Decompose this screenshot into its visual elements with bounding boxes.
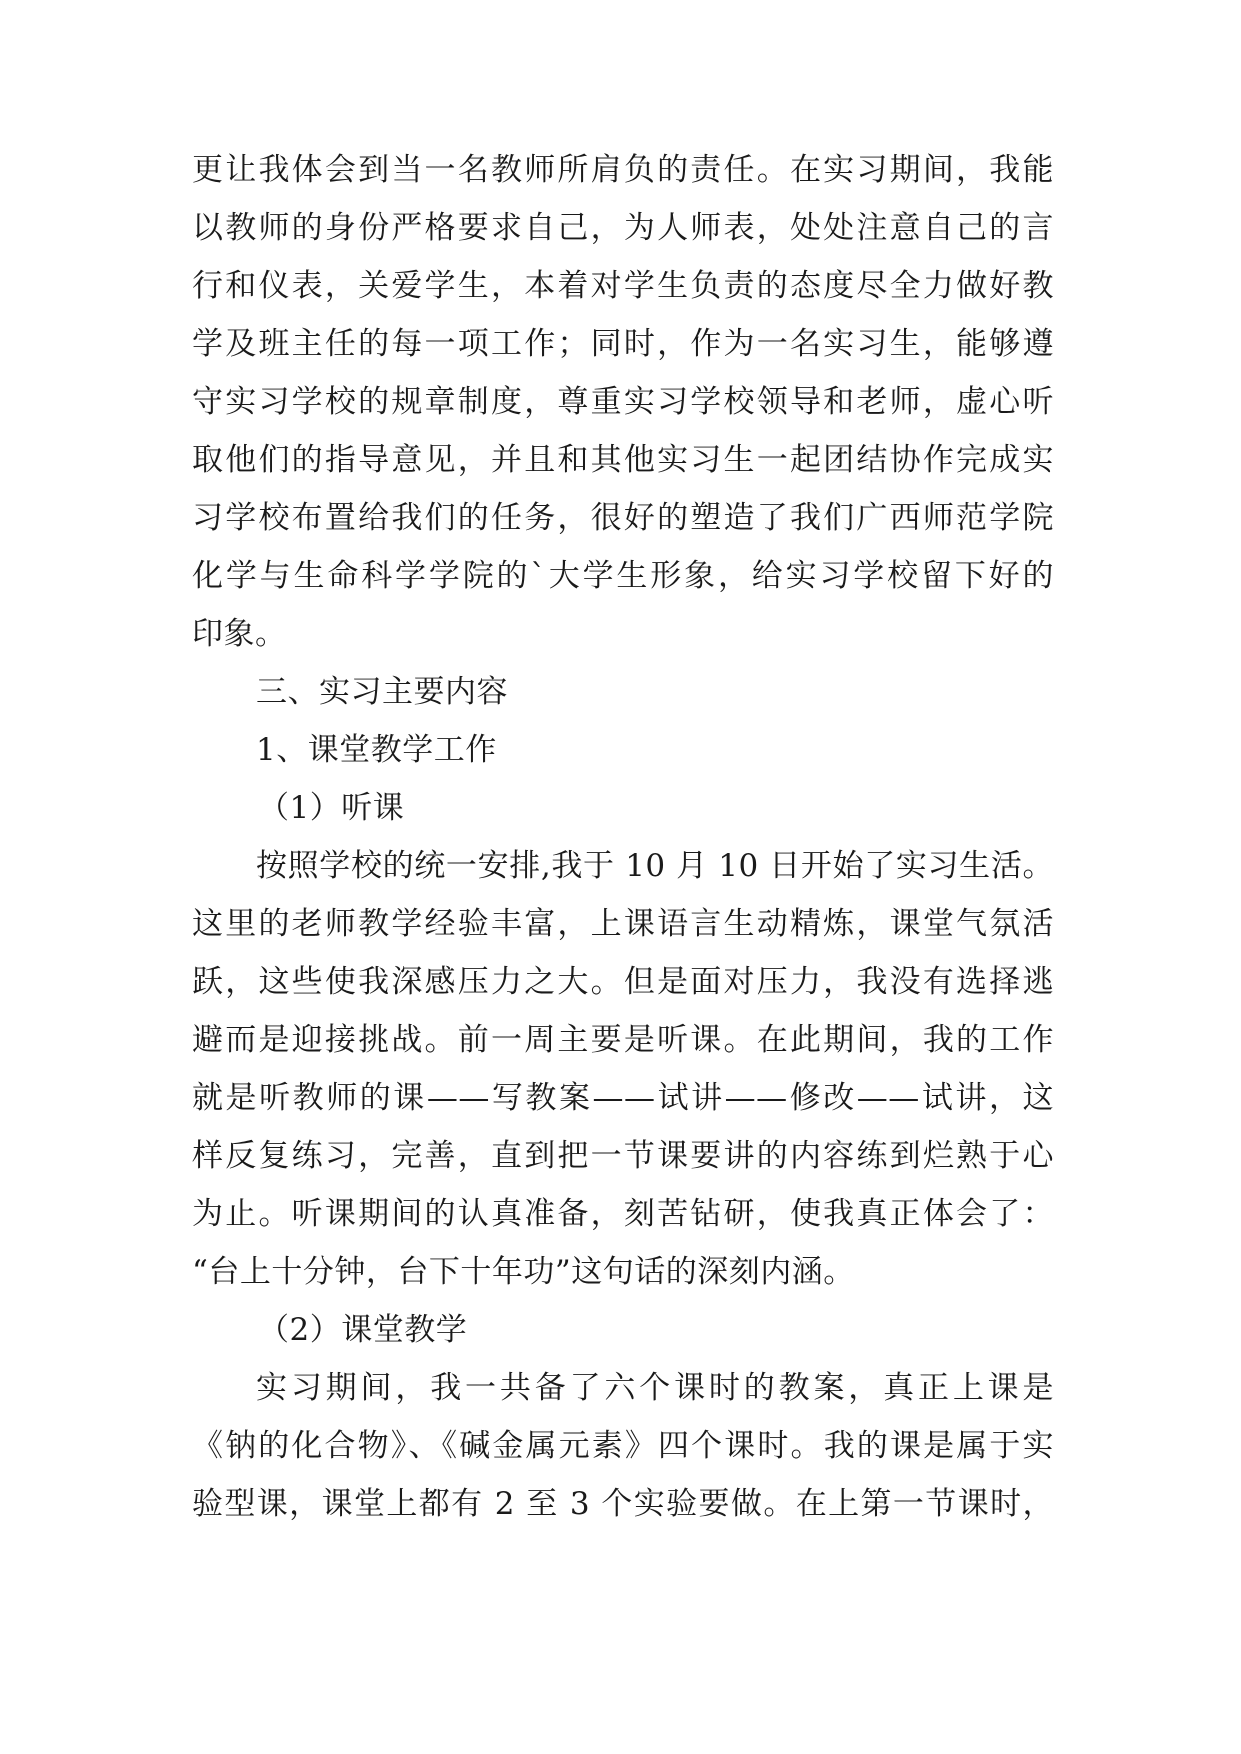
paragraph-line: 这里的老师教学经验丰富，上课语言生动精炼，课堂气氛活	[192, 906, 1054, 942]
paragraph-line: 跃，这些使我深感压力之大。但是面对压力，我没有选择逃	[192, 964, 1054, 1000]
paragraph-line: 印象。	[192, 616, 287, 652]
paragraph-line: 更让我体会到当一名教师所肩负的责任。在实习期间，我能	[192, 152, 1054, 188]
paragraph-line: 为止。听课期间的认真准备，刻苦钻研，使我真正体会了：	[192, 1196, 1054, 1232]
paragraph-line: 《钠的化合物》、《碱金属元素》四个课时。我的课是属于实	[192, 1428, 1054, 1464]
paragraph-line: 取他们的指导意见，并且和其他实习生一起团结协作完成实	[192, 442, 1054, 478]
subsection-heading: 1、课堂教学工作	[256, 732, 497, 768]
paragraph-line: 实习期间，我一共备了六个课时的教案，真正上课是	[256, 1370, 1054, 1406]
paragraph-line: 习学校布置给我们的任务，很好的塑造了我们广西师范学院	[192, 500, 1054, 536]
paragraph-line: 就是听教师的课——写教案——试讲——修改——试讲，这	[192, 1080, 1054, 1116]
paragraph-line: 样反复练习，完善，直到把一节课要讲的内容练到烂熟于心	[192, 1138, 1054, 1174]
subsubsection-heading: （1）听课	[258, 790, 405, 826]
paragraph-line: 化学与生命科学学院的`大学生形象，给实习学校留下好的	[192, 558, 1054, 594]
paragraph-line: 以教师的身份严格要求自己，为人师表，处处注意自己的言	[192, 210, 1054, 246]
paragraph-line: 守实习学校的规章制度，尊重实习学校领导和老师，虚心听	[192, 384, 1054, 420]
paragraph-line: 学及班主任的每一项工作；同时，作为一名实习生，能够遵	[192, 326, 1054, 362]
paragraph-line: “台上十分钟，台下十年功”这句话的深刻内涵。	[192, 1254, 855, 1290]
subsubsection-heading: （2）课堂教学	[258, 1312, 468, 1348]
paragraph-line: 避而是迎接挑战。前一周主要是听课。在此期间，我的工作	[192, 1022, 1054, 1058]
section-heading: 三、实习主要内容	[256, 674, 508, 710]
paragraph-line: 行和仪表，关爱学生，本着对学生负责的态度尽全力做好教	[192, 268, 1054, 304]
paragraph-line: 验型课，课堂上都有 2 至 3 个实验要做。在上第一节课时，	[192, 1486, 1054, 1522]
paragraph-line: 按照学校的统一安排,我于 10 月 10 日开始了实习生活。	[256, 848, 1054, 884]
